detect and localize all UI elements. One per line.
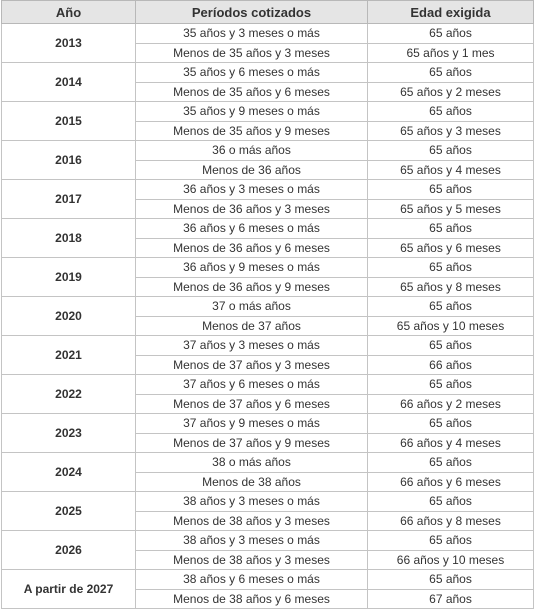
- periods-cell: 36 años y 9 meses o más: [136, 258, 368, 278]
- periods-cell: 36 años y 3 meses o más: [136, 180, 368, 200]
- year-cell: 2025: [2, 492, 136, 531]
- periods-cell: Menos de 36 años y 3 meses: [136, 199, 368, 219]
- year-cell: 2026: [2, 531, 136, 570]
- age-cell: 65 años: [368, 531, 534, 551]
- year-cell: 2023: [2, 414, 136, 453]
- table-row: [2, 297, 534, 317]
- year-cell: 2017: [2, 180, 136, 219]
- header-periods: Períodos cotizados: [136, 1, 368, 24]
- periods-cell: Menos de 37 años y 3 meses: [136, 355, 368, 375]
- table-row: [2, 453, 534, 473]
- table-row: [2, 414, 534, 434]
- periods-cell: Menos de 38 años y 3 meses: [136, 511, 368, 531]
- periods-cell: 37 años y 3 meses o más: [136, 336, 368, 356]
- age-cell: 65 años y 5 meses: [368, 199, 534, 219]
- periods-cell: 36 años y 6 meses o más: [136, 219, 368, 239]
- age-cell: 66 años y 10 meses: [368, 550, 534, 570]
- age-cell: 65 años y 2 meses: [368, 82, 534, 102]
- periods-cell: 35 años y 6 meses o más: [136, 63, 368, 83]
- year-cell: 2016: [2, 141, 136, 180]
- age-cell: 65 años: [368, 336, 534, 356]
- periods-cell: 35 años y 9 meses o más: [136, 102, 368, 122]
- periods-cell: 38 años y 3 meses o más: [136, 531, 368, 551]
- age-cell: 65 años: [368, 297, 534, 317]
- year-cell: 2020: [2, 297, 136, 336]
- year-cell: 2018: [2, 219, 136, 258]
- periods-cell: 38 años y 3 meses o más: [136, 492, 368, 512]
- year-cell: 2019: [2, 258, 136, 297]
- age-cell: 66 años y 2 meses: [368, 394, 534, 414]
- year-cell: A partir de 2027: [2, 570, 136, 609]
- table-header-row: [2, 1, 534, 24]
- year-cell: 2014: [2, 63, 136, 102]
- year-cell: 2013: [2, 24, 136, 63]
- age-cell: 65 años y 6 meses: [368, 238, 534, 258]
- table-row: [2, 141, 534, 161]
- table-row: [2, 258, 534, 278]
- table-row: [2, 180, 534, 200]
- header-age: Edad exigida: [368, 1, 534, 24]
- age-cell: 65 años: [368, 375, 534, 395]
- age-cell: 66 años y 4 meses: [368, 433, 534, 453]
- age-cell: 65 años y 4 meses: [368, 160, 534, 180]
- age-cell: 66 años y 6 meses: [368, 472, 534, 492]
- age-cell: 66 años y 8 meses: [368, 511, 534, 531]
- table-row: [2, 63, 534, 83]
- periods-cell: 37 años y 9 meses o más: [136, 414, 368, 434]
- periods-cell: Menos de 35 años y 6 meses: [136, 82, 368, 102]
- year-cell: 2024: [2, 453, 136, 492]
- retirement-age-table: [1, 0, 534, 609]
- periods-cell: Menos de 37 años: [136, 316, 368, 336]
- age-cell: 65 años y 1 mes: [368, 43, 534, 63]
- periods-cell: Menos de 38 años y 3 meses: [136, 550, 368, 570]
- age-cell: 66 años: [368, 355, 534, 375]
- age-cell: 65 años y 10 meses: [368, 316, 534, 336]
- age-cell: 65 años: [368, 141, 534, 161]
- age-cell: 65 años y 3 meses: [368, 121, 534, 141]
- periods-cell: Menos de 36 años y 9 meses: [136, 277, 368, 297]
- table-row: [2, 336, 534, 356]
- age-cell: 65 años: [368, 219, 534, 239]
- year-cell: 2015: [2, 102, 136, 141]
- periods-cell: 37 años y 6 meses o más: [136, 375, 368, 395]
- age-cell: 65 años: [368, 180, 534, 200]
- age-cell: 67 años: [368, 589, 534, 609]
- age-cell: 65 años: [368, 258, 534, 278]
- periods-cell: 37 o más años: [136, 297, 368, 317]
- table-row: [2, 492, 534, 512]
- age-cell: 65 años: [368, 102, 534, 122]
- age-cell: 65 años y 8 meses: [368, 277, 534, 297]
- periods-cell: Menos de 38 años y 6 meses: [136, 589, 368, 609]
- periods-cell: Menos de 36 años: [136, 160, 368, 180]
- periods-cell: Menos de 36 años y 6 meses: [136, 238, 368, 258]
- age-cell: 65 años: [368, 63, 534, 83]
- table-row: [2, 375, 534, 395]
- periods-cell: Menos de 35 años y 3 meses: [136, 43, 368, 63]
- periods-cell: Menos de 38 años: [136, 472, 368, 492]
- age-cell: 65 años: [368, 24, 534, 44]
- age-cell: 65 años: [368, 414, 534, 434]
- periods-cell: Menos de 37 años y 6 meses: [136, 394, 368, 414]
- table-row: [2, 102, 534, 122]
- periods-cell: 38 o más años: [136, 453, 368, 473]
- periods-cell: 35 años y 3 meses o más: [136, 24, 368, 44]
- age-cell: 65 años: [368, 570, 534, 590]
- table-body: [2, 24, 534, 609]
- periods-cell: 38 años y 6 meses o más: [136, 570, 368, 590]
- periods-cell: Menos de 37 años y 9 meses: [136, 433, 368, 453]
- table-row: [2, 219, 534, 239]
- year-cell: 2021: [2, 336, 136, 375]
- header-year: Año: [2, 1, 136, 24]
- age-cell: 65 años: [368, 453, 534, 473]
- age-cell: 65 años: [368, 492, 534, 512]
- table-row: [2, 24, 534, 44]
- periods-cell: Menos de 35 años y 9 meses: [136, 121, 368, 141]
- year-cell: 2022: [2, 375, 136, 414]
- periods-cell: 36 o más años: [136, 141, 368, 161]
- table-row: [2, 570, 534, 590]
- table-row: [2, 531, 534, 551]
